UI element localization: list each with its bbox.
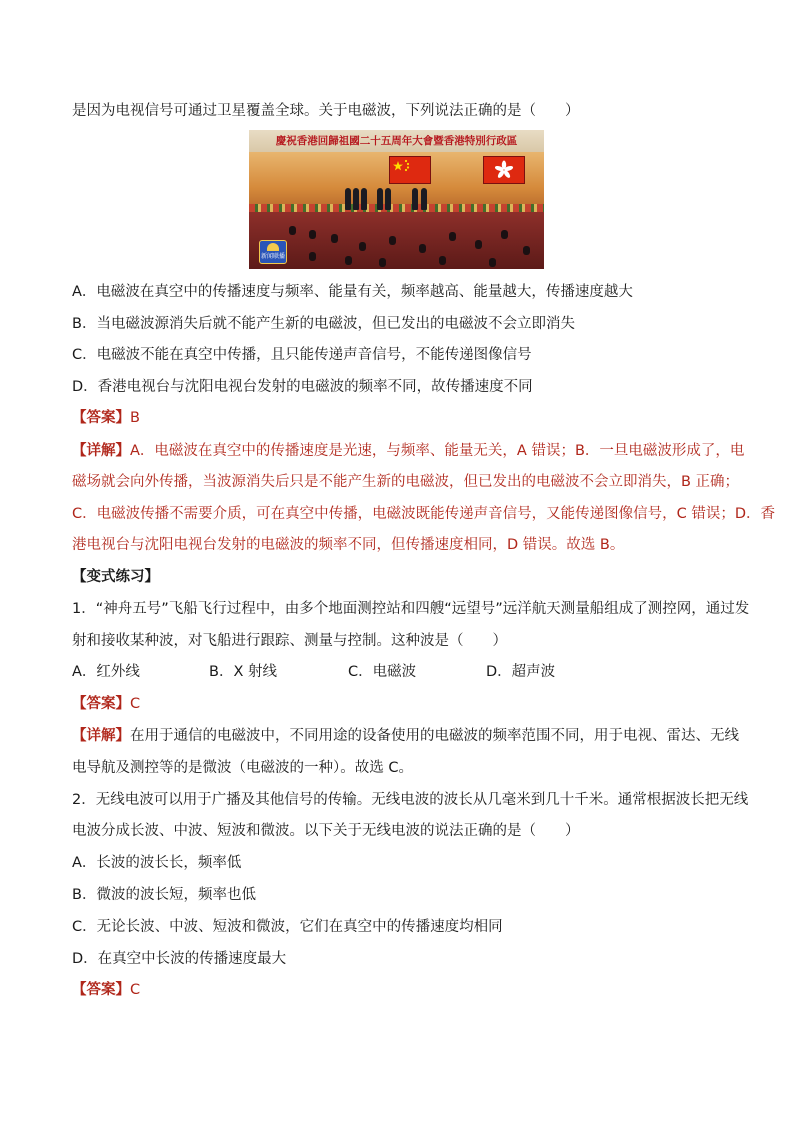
answer-label: 【答案】 bbox=[72, 410, 130, 426]
answer-value: C bbox=[130, 982, 141, 998]
option-c: C．电磁波不能在真空中传播，且只能传递声音信号，不能传递图像信号 bbox=[72, 347, 532, 363]
stage-person bbox=[385, 188, 391, 210]
answer-label: 【答案】 bbox=[72, 982, 130, 998]
detail-line: C．电磁波传播不需要介质，可在真空中传播，电磁波既能传递声音信号，又能传递图像信号，C 错误；D．香 bbox=[72, 506, 776, 522]
stage-person bbox=[353, 188, 359, 210]
q1-option-b: B．X 射线 bbox=[209, 664, 277, 680]
audience bbox=[379, 258, 386, 267]
audience bbox=[309, 252, 316, 261]
q1-option-d: D．超声波 bbox=[486, 664, 556, 680]
q2-option-d: D．在真空中长波的传播速度最大 bbox=[72, 951, 287, 967]
q1-stem: 1．“神舟五号”飞船飞行过程中，由多个地面测控站和四艘“远望号”远洋航天测量船组成了测控网，通过发 bbox=[72, 601, 750, 617]
stage-person bbox=[412, 188, 418, 210]
answer-value: B bbox=[130, 410, 140, 426]
stage-person bbox=[377, 188, 383, 210]
ceremony-photo bbox=[249, 130, 544, 269]
q2-stem: 2．无线电波可以用于广播及其他信号的传输。无线电波的波长从几毫米到几十千米。通常根据波长把无线 bbox=[72, 792, 749, 808]
china-flag-icon bbox=[389, 156, 431, 184]
section-title: 【变式练习】 bbox=[72, 569, 159, 585]
q2-answer-line bbox=[72, 980, 732, 1000]
answer-value: C bbox=[130, 696, 141, 712]
photo-banner: 慶祝香港回歸祖國二十五周年大會暨香港特別行政區 bbox=[249, 130, 544, 152]
detail-line: 港电视台与沈阳电视台发射的电磁波的频率不同，但传播速度相同，D 错误。故选 B。 bbox=[72, 537, 625, 553]
q1-answer-line bbox=[72, 694, 732, 714]
q1-stem: 射和接收某种波，对飞船进行跟踪、测量与控制。这种波是（ ） bbox=[72, 633, 507, 649]
stage-person bbox=[361, 188, 367, 210]
q1-option-c: C．电磁波 bbox=[348, 664, 417, 680]
news-logo-icon bbox=[259, 240, 287, 264]
audience bbox=[331, 234, 338, 243]
question-intro: 是因为电视信号可通过卫星覆盖全球。关于电磁波，下列说法正确的是（ ） bbox=[72, 103, 580, 119]
q2-stem: 电波分成长波、中波、短波和微波。以下关于无线电波的说法正确的是（ ） bbox=[72, 823, 580, 839]
audience bbox=[389, 236, 396, 245]
stage-person bbox=[421, 188, 427, 210]
q1-detail-line bbox=[72, 726, 739, 746]
audience bbox=[475, 240, 482, 249]
audience bbox=[489, 258, 496, 267]
detail-text: 在用于通信的电磁波中，不同用途的设备使用的电磁波的频率范围不同，用于电视、雷达、无线 bbox=[130, 728, 739, 744]
hong-kong-flag-icon bbox=[483, 156, 525, 184]
audience bbox=[359, 242, 366, 251]
q1-option-a: A．红外线 bbox=[72, 664, 140, 680]
logo-sun bbox=[267, 243, 279, 251]
photo-floor bbox=[249, 212, 544, 269]
answer-label: 【答案】 bbox=[72, 696, 130, 712]
option-d: D．香港电视台与沈阳电视台发射的电磁波的频率不同，故传播速度不同 bbox=[72, 379, 533, 395]
q1-detail-line: 电导航及测控等的是微波（电磁波的一种）。故选 C。 bbox=[72, 760, 413, 776]
audience bbox=[449, 232, 456, 241]
answer-line bbox=[72, 408, 732, 428]
detail-label: 【详解】 bbox=[72, 728, 130, 744]
stage-person bbox=[345, 188, 351, 210]
option-b: B．当电磁波源消失后就不能产生新的电磁波，但已发出的电磁波不会立即消失 bbox=[72, 316, 575, 332]
audience bbox=[345, 256, 352, 265]
detail-label: 【详解】 bbox=[72, 443, 130, 459]
detail-line bbox=[72, 441, 745, 461]
audience bbox=[523, 246, 530, 255]
detail-line: 磁场就会向外传播，当波源消失后只是不能产生新的电磁波，但已发出的电磁波不会立即消失，B 正确； bbox=[72, 474, 740, 490]
audience bbox=[419, 244, 426, 253]
detail-text: A．电磁波在真空中的传播速度是光速，与频率、能量无关，A 错误；B．一旦电磁波形成了，电 bbox=[130, 443, 745, 459]
logo-text: 新闻联播 bbox=[260, 253, 285, 260]
option-a: A．电磁波在真空中的传播速度与频率、能量有关，频率越高、能量越大，传播速度越大 bbox=[72, 284, 633, 300]
audience bbox=[289, 226, 296, 235]
audience bbox=[439, 256, 446, 265]
audience bbox=[309, 230, 316, 239]
q2-option-b: B．微波的波长短，频率也低 bbox=[72, 887, 256, 903]
q2-option-a: A．长波的波长长，频率低 bbox=[72, 855, 242, 871]
q2-option-c: C．无论长波、中波、短波和微波，它们在真空中的传播速度均相同 bbox=[72, 919, 503, 935]
audience bbox=[501, 230, 508, 239]
